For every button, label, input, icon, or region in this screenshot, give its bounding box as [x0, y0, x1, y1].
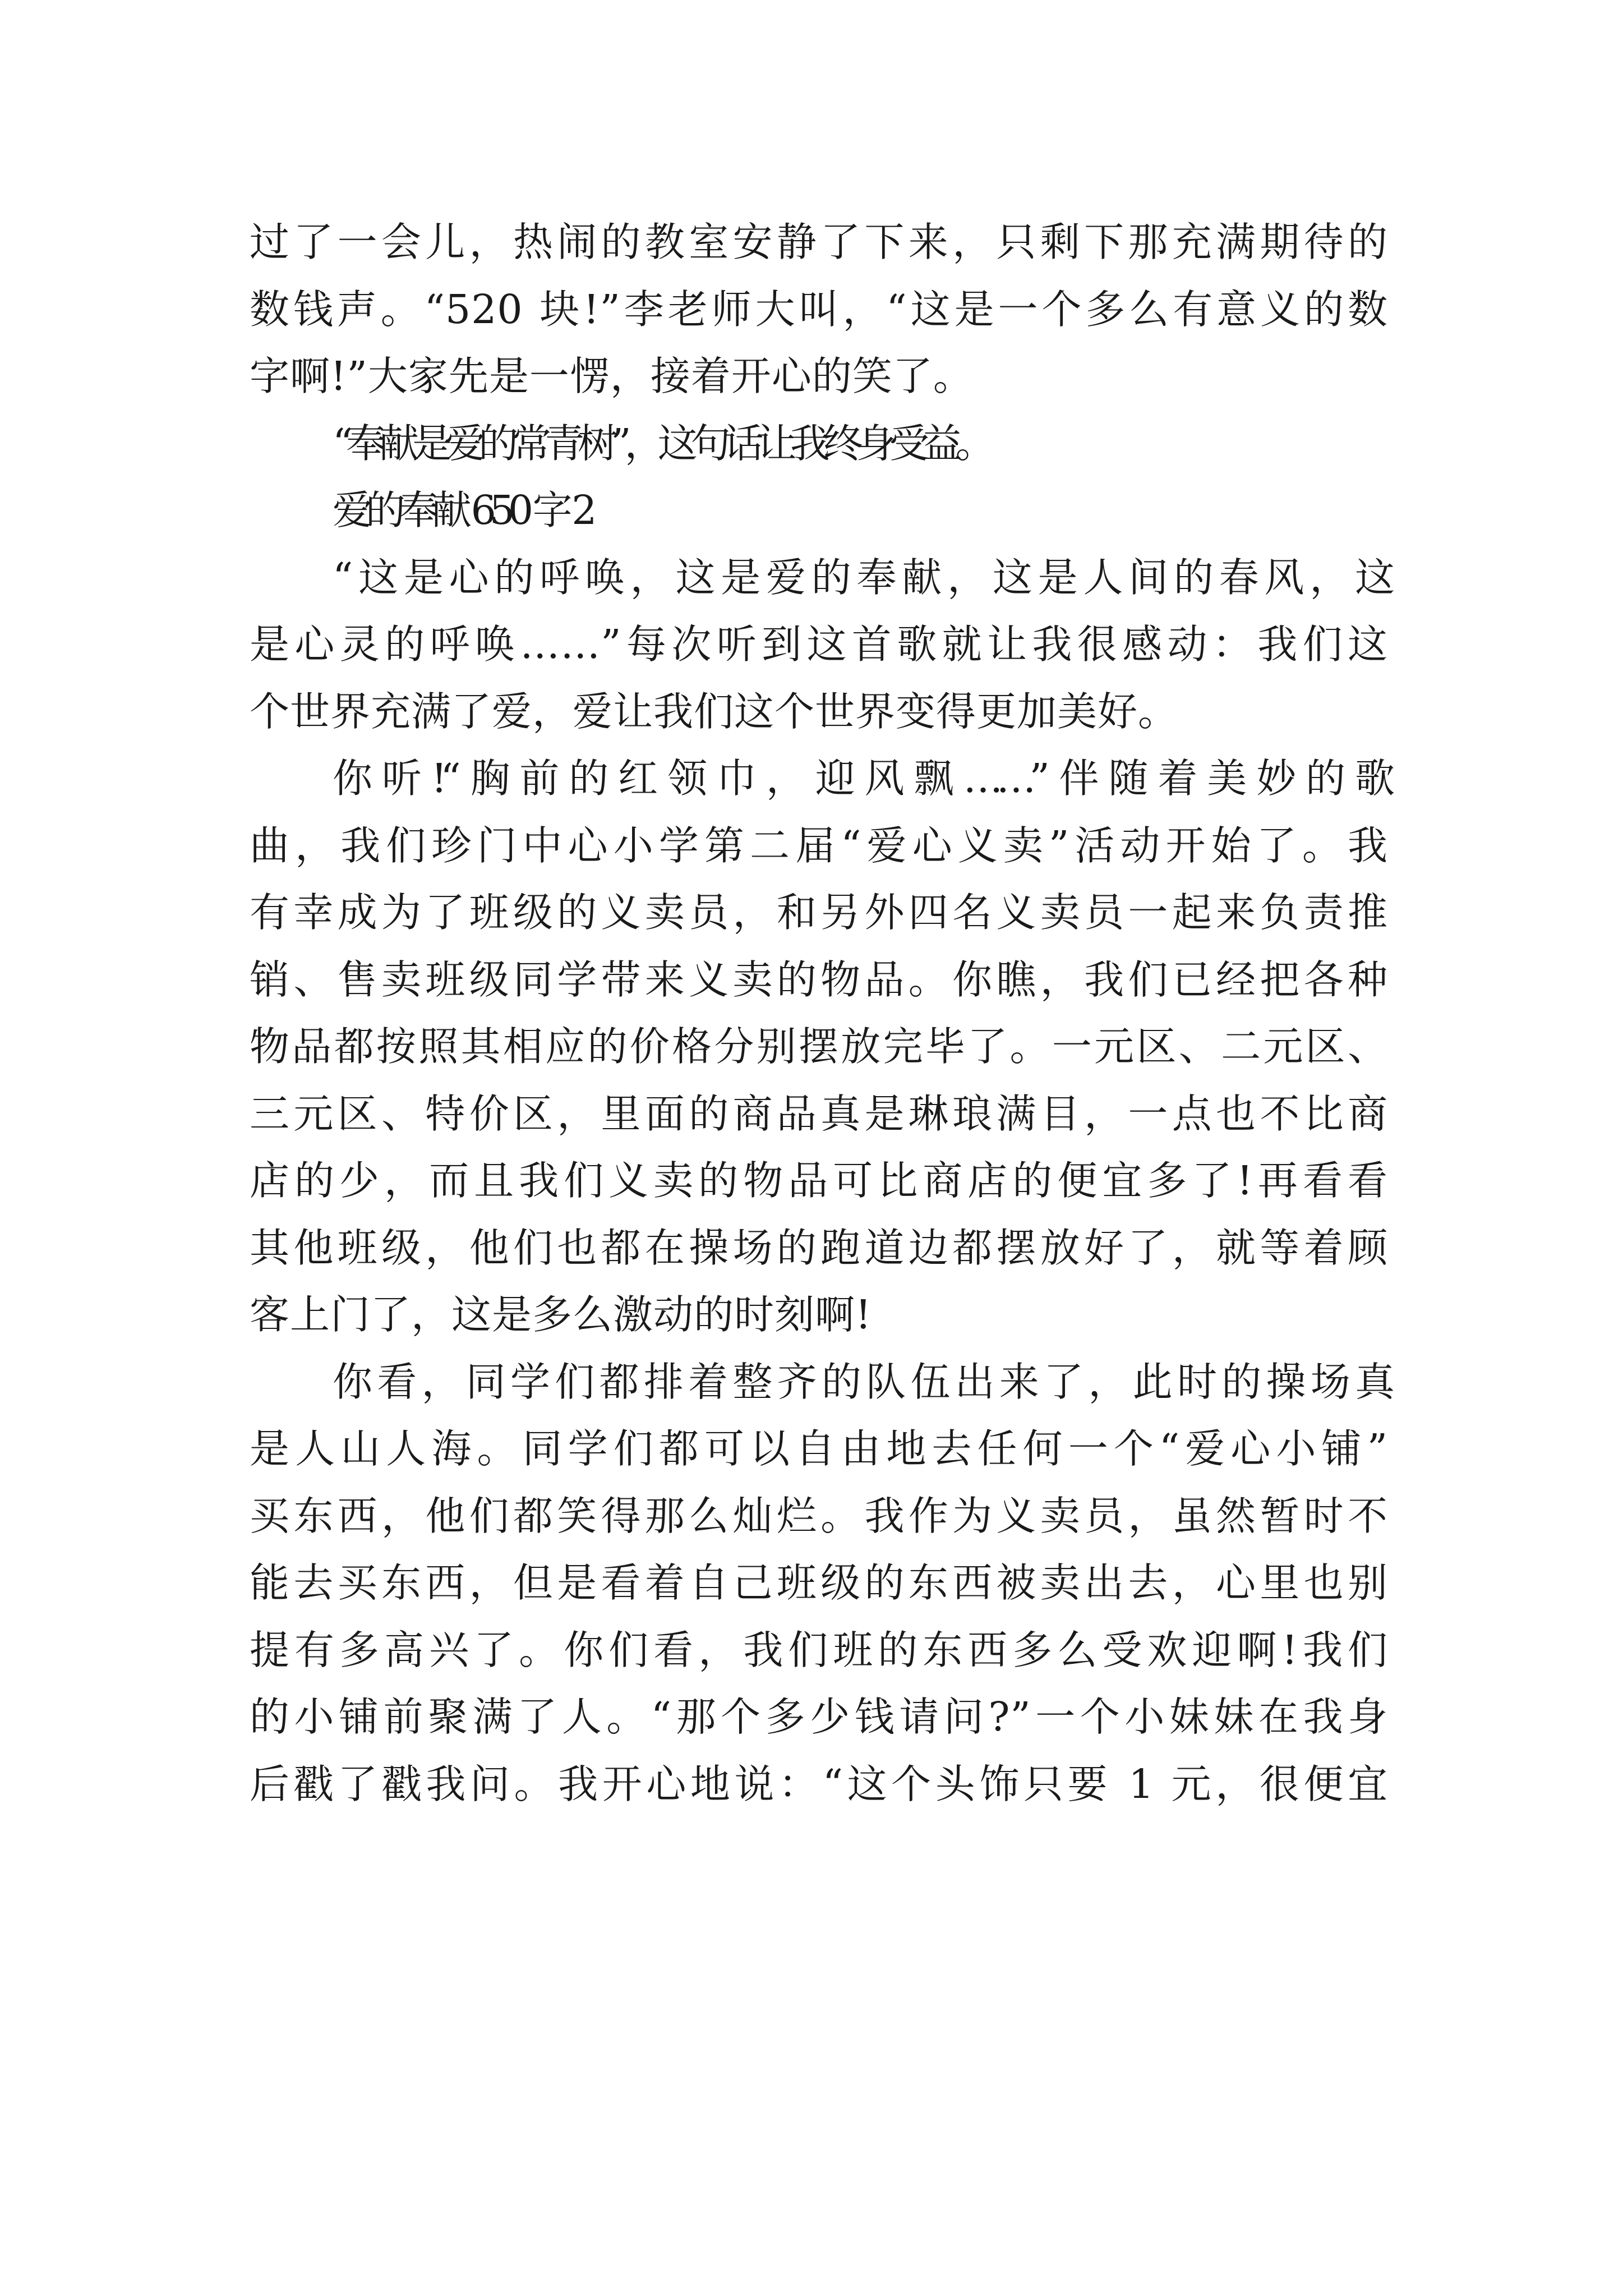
text-line: 销、售卖班级同学带来义卖的物品。你瞧，我们已经把各种	[250, 956, 1388, 1003]
article-body	[250, 209, 1388, 1818]
text-line: 字啊!”大家先是一愣，接着开心的笑了。	[250, 353, 974, 399]
text-line: 客上门了，这是多么激动的时刻啊!	[250, 1291, 872, 1338]
text-line: “奉献是爱的常青树”，这句话让我终身受益。	[333, 420, 989, 467]
text-line: 个世界充满了爱，爱让我们这个世界变得更加美好。	[250, 688, 1179, 735]
text-line: 你听!“胸前的红领巾，迎风飘……”伴随着美妙的歌	[333, 755, 1388, 802]
section-heading: 爱的奉献 650 字 2	[333, 487, 591, 533]
text-line: 买东西，他们都笑得那么灿烂。我作为义卖员，虽然暂时不	[250, 1492, 1388, 1539]
text-line: “这是心的呼唤，这是爱的奉献，这是人间的春风，这	[333, 554, 1388, 601]
text-line: 曲，我们珍门中心小学第二届“爱心义卖”活动开始了。我	[250, 822, 1388, 869]
text-line: 后戳了戳我问。我开心地说：“这个头饰只要 1 元，很便宜	[250, 1760, 1388, 1807]
text-line: 店的少，而且我们义卖的物品可比商店的便宜多了!再看看	[250, 1157, 1388, 1204]
text-line: 的小铺前聚满了人。“那个多少钱请问?”一个小妹妹在我身	[250, 1694, 1388, 1740]
text-line: 你看，同学们都排着整齐的队伍出来了，此时的操场真	[333, 1358, 1388, 1405]
text-line: 是人山人海。同学们都可以自由地去任何一个“爱心小铺”	[250, 1425, 1388, 1472]
text-line: 有幸成为了班级的义卖员，和另外四名义卖员一起来负责推	[250, 889, 1388, 936]
text-line: 提有多高兴了。你们看，我们班的东西多么受欢迎啊!我们	[250, 1626, 1388, 1673]
text-line: 能去买东西，但是看着自己班级的东西被卖出去，心里也别	[250, 1559, 1388, 1606]
text-line: 物品都按照其相应的价格分别摆放完毕了。一元区、二元区、	[250, 1023, 1388, 1070]
text-line: 其他班级，他们也都在操场的跑道边都摆放好了，就等着顾	[250, 1224, 1388, 1271]
text-line: 数钱声。“520 块!”李老师大叫，“这是一个多么有意义的数	[250, 286, 1388, 333]
text-line: 三元区、特价区，里面的商品真是琳琅满目，一点也不比商	[250, 1090, 1388, 1137]
text-line: 过了一会儿，热闹的教室安静了下来，只剩下那充满期待的	[250, 219, 1388, 265]
text-line: 是心灵的呼唤……”每次听到这首歌就让我很感动：我们这	[250, 621, 1388, 668]
